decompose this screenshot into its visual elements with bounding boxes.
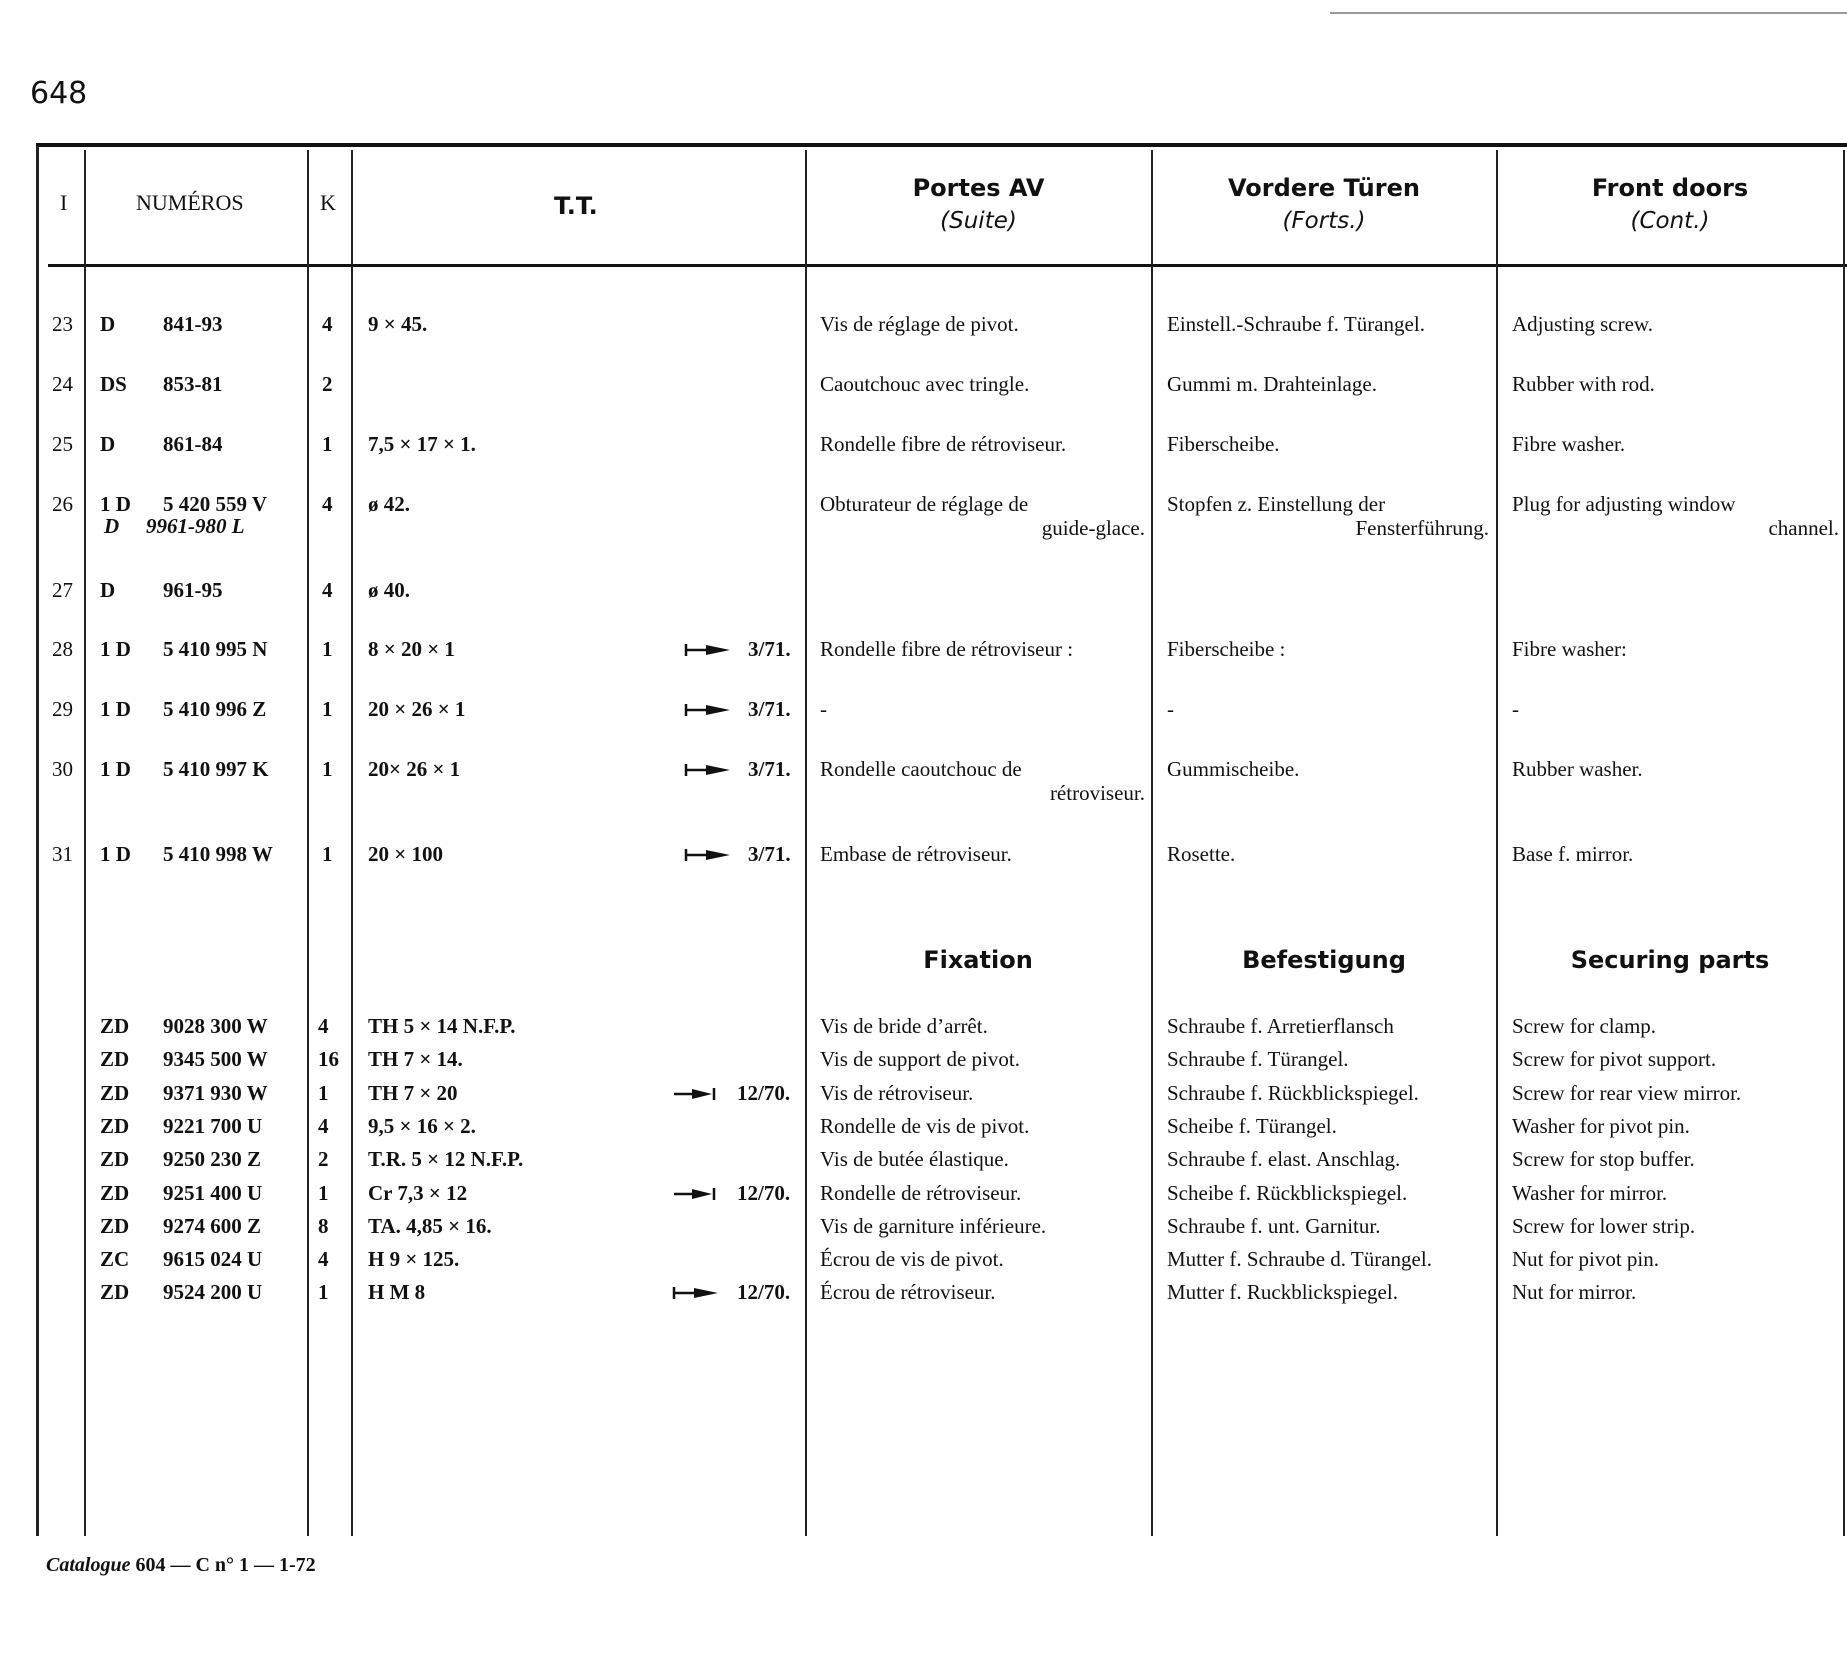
part-number: 961-95: [163, 578, 223, 602]
header-bottom-rule: [48, 264, 1847, 267]
desc-de: Scheibe f. Rückblickspiegel.: [1167, 1180, 1408, 1205]
date-change: 3/71.: [748, 757, 791, 781]
part-prefix: ZD: [100, 1213, 130, 1238]
tt-dimension: H 9 × 125.: [368, 1247, 460, 1272]
desc-en: Adjusting screw.: [1512, 312, 1653, 336]
part-prefix: ZD: [100, 1113, 130, 1138]
desc-de: -: [1167, 697, 1174, 721]
tt-dimension: 20 × 26 × 1: [368, 697, 466, 721]
desc-en: Rubber washer.: [1512, 757, 1643, 781]
quantity: 1: [322, 697, 333, 721]
desc-de: Mutter f. Ruckblickspiegel.: [1167, 1280, 1398, 1305]
tt-dimension: TH 5 × 14 N.F.P.: [368, 1014, 516, 1038]
desc-fr: Vis de butée élastique.: [820, 1147, 1009, 1172]
part-prefix: ZD: [100, 1147, 130, 1172]
page-number: 648: [30, 76, 88, 111]
header-fr-sub: (Suite): [940, 208, 1017, 234]
section-title-en: Securing parts: [1570, 946, 1770, 974]
desc-en: Fibre washer:: [1512, 637, 1627, 661]
section-title-de: Befestigung: [1242, 946, 1406, 974]
desc-fr: Embase de rétroviseur.: [820, 842, 1012, 866]
row-index: 31: [52, 842, 73, 866]
desc-en: Screw for rear view mirror.: [1512, 1080, 1742, 1105]
col-divider-numeros: [307, 150, 309, 1536]
quantity: 8: [318, 1213, 329, 1238]
tt-dimension: TH 7 × 14.: [368, 1047, 463, 1072]
part-prefix: ZD: [100, 1180, 130, 1205]
desc-de-cont: Fensterführung.: [1355, 516, 1489, 540]
until-date-arrow-icon: [672, 1087, 720, 1101]
desc-fr: Vis de garniture inférieure.: [820, 1213, 1047, 1238]
part-prefix: D: [100, 578, 116, 602]
row-index: 30: [52, 757, 73, 781]
desc-en: Base f. mirror.: [1512, 842, 1634, 866]
until-date-arrow-icon: [672, 1187, 720, 1201]
part-number: 9221 700 U: [163, 1113, 263, 1138]
quantity: 1: [318, 1280, 329, 1305]
tt-dimension: 7,5 × 17 × 1.: [368, 432, 476, 456]
header-en-title: Front doors: [1591, 174, 1749, 202]
from-date-arrow-icon: [684, 848, 732, 862]
tt-dimension: 9,5 × 16 × 2.: [368, 1113, 476, 1138]
footer-catalogue: Catalogue: [46, 1554, 131, 1576]
desc-en: -: [1512, 697, 1519, 721]
row-index: 28: [52, 637, 73, 661]
quantity: 4: [318, 1247, 329, 1272]
part-prefix: ZD: [100, 1280, 130, 1305]
part-prefix: 1 D: [100, 637, 131, 661]
date-change: 12/70.: [737, 1280, 791, 1305]
desc-en: Nut for mirror.: [1512, 1280, 1637, 1305]
part-prefix: DS: [100, 372, 127, 396]
part-prefix: ZD: [100, 1080, 130, 1105]
table-top-rule: [36, 143, 1847, 147]
date-change: 12/70.: [737, 1080, 791, 1105]
part-number: 5 410 995 N: [163, 637, 268, 661]
part-number-alt: 9961-980 L: [146, 514, 245, 538]
desc-de: Schraube f. Arretierflansch: [1167, 1014, 1394, 1038]
tt-dimension: 8 × 20 × 1: [368, 637, 455, 661]
quantity: 1: [318, 1180, 329, 1205]
tt-dimension: Cr 7,3 × 12: [368, 1180, 468, 1205]
desc-de: Schraube f. unt. Garnitur.: [1167, 1213, 1381, 1238]
tt-dimension: 9 × 45.: [368, 312, 428, 336]
part-number: 9345 500 W: [163, 1047, 268, 1072]
part-number: 5 410 996 Z: [163, 697, 267, 721]
part-number: 5 420 559 V: [163, 492, 268, 516]
tt-dimension: T.R. 5 × 12 N.F.P.: [368, 1147, 524, 1172]
desc-en: Screw for lower strip.: [1512, 1213, 1696, 1238]
part-prefix: ZC: [100, 1247, 130, 1272]
desc-de: Fiberscheibe.: [1167, 432, 1280, 456]
part-prefix-alt: D: [104, 514, 120, 538]
desc-fr-cont: rétroviseur.: [1049, 781, 1145, 805]
desc-de: Scheibe f. Türangel.: [1167, 1113, 1337, 1138]
desc-fr: Rondelle de vis de pivot.: [820, 1113, 1030, 1138]
from-date-arrow-icon: [684, 643, 732, 657]
tt-dimension: ø 42.: [368, 492, 410, 516]
desc-en: Nut for pivot pin.: [1512, 1247, 1659, 1272]
section-title-fr: Fixation: [923, 946, 1033, 974]
desc-en: Fibre washer.: [1512, 432, 1626, 456]
date-change: 3/71.: [748, 697, 791, 721]
desc-de: Gummischeibe.: [1167, 757, 1300, 781]
desc-fr: Rondelle de rétroviseur.: [820, 1180, 1022, 1205]
desc-fr-cont: guide-glace.: [1041, 516, 1145, 540]
desc-fr: Vis de rétroviseur.: [820, 1080, 974, 1105]
part-prefix: 1 D: [100, 757, 131, 781]
desc-fr: Vis de support de pivot.: [820, 1047, 1020, 1072]
part-number: 5 410 998 W: [163, 842, 273, 866]
date-change: 12/70.: [737, 1180, 791, 1205]
tt-dimension: TA. 4,85 × 16.: [368, 1213, 492, 1238]
col-divider-right: [1843, 150, 1845, 1536]
header-fr-title: Portes AV: [912, 174, 1045, 202]
desc-fr: Obturateur de réglage de: [820, 492, 1029, 516]
quantity: 2: [322, 372, 333, 396]
top-rule: [1330, 12, 1847, 14]
desc-fr: Rondelle fibre de rétroviseur.: [820, 432, 1067, 456]
desc-fr: Rondelle caoutchouc de: [820, 757, 1022, 781]
desc-de: Schraube f. Rückblickspiegel.: [1167, 1080, 1419, 1105]
quantity: 4: [322, 312, 333, 336]
part-prefix: 1 D: [100, 842, 131, 866]
desc-fr: -: [820, 697, 827, 721]
part-number: 5 410 997 K: [163, 757, 269, 781]
header-en-sub: (Cont.): [1630, 208, 1710, 234]
desc-de: Stopfen z. Einstellung der: [1167, 492, 1386, 516]
desc-de: Schraube f. elast. Anschlag.: [1167, 1147, 1401, 1172]
from-date-arrow-icon: [672, 1286, 720, 1300]
desc-en: Screw for pivot support.: [1512, 1047, 1717, 1072]
tt-dimension: 20× 26 × 1: [368, 757, 461, 781]
part-number: 9028 300 W: [163, 1014, 268, 1038]
desc-fr: Caoutchouc avec tringle.: [820, 372, 1030, 396]
header-col-i: I: [60, 190, 68, 215]
part-prefix: D: [100, 432, 116, 456]
header-col-tt: T.T.: [554, 192, 598, 220]
quantity: 1: [318, 1080, 329, 1105]
part-prefix: ZD: [100, 1014, 130, 1038]
part-number: 861-84: [163, 432, 223, 456]
row-index: 26: [52, 492, 73, 516]
desc-de: Schraube f. Türangel.: [1167, 1047, 1349, 1072]
part-number: 9524 200 U: [163, 1280, 263, 1305]
part-number: 853-81: [163, 372, 223, 396]
col-divider-de: [1496, 150, 1498, 1536]
desc-fr: Écrou de vis de pivot.: [820, 1247, 1004, 1272]
desc-fr: Vis de bride d’arrêt.: [820, 1014, 988, 1038]
footer: [46, 1554, 316, 1577]
part-number: 841-93: [163, 312, 223, 336]
part-number: 9615 024 U: [163, 1247, 263, 1272]
quantity: 1: [322, 432, 333, 456]
desc-de: Rosette.: [1167, 842, 1236, 866]
desc-en-cont: channel.: [1768, 516, 1839, 540]
desc-en: Rubber with rod.: [1512, 372, 1655, 396]
desc-de: Einstell.-Schraube f. Türangel.: [1167, 312, 1425, 336]
desc-de: Mutter f. Schraube d. Türangel.: [1167, 1247, 1432, 1272]
date-change: 3/71.: [748, 842, 791, 866]
col-divider-k: [351, 150, 353, 1536]
quantity: 2: [318, 1147, 329, 1172]
part-number: 9274 600 Z: [163, 1213, 262, 1238]
row-index: 29: [52, 697, 73, 721]
part-prefix: 1 D: [100, 492, 131, 516]
desc-en: Plug for adjusting window: [1512, 492, 1736, 516]
header-de-sub: (Forts.): [1282, 208, 1366, 234]
row-index: 23: [52, 312, 73, 336]
quantity: 1: [322, 842, 333, 866]
part-number: 9251 400 U: [163, 1180, 263, 1205]
quantity: 4: [322, 578, 333, 602]
desc-en: Washer for pivot pin.: [1512, 1113, 1690, 1138]
from-date-arrow-icon: [684, 763, 732, 777]
col-divider-tt: [805, 150, 807, 1536]
quantity: 4: [318, 1113, 329, 1138]
part-number: 9250 230 Z: [163, 1147, 262, 1172]
tt-dimension: TH 7 × 20: [368, 1080, 458, 1105]
row-index: 24: [52, 372, 73, 396]
part-number: 9371 930 W: [163, 1080, 268, 1105]
part-prefix: D: [100, 312, 116, 336]
tt-dimension: H M 8: [368, 1280, 426, 1305]
quantity: 4: [318, 1014, 329, 1038]
part-prefix: 1 D: [100, 697, 131, 721]
tt-dimension: 20 × 100: [368, 842, 443, 866]
tt-dimension: ø 40.: [368, 578, 410, 602]
col-divider-i: [84, 150, 86, 1536]
desc-fr: Écrou de rétroviseur.: [820, 1280, 996, 1305]
quantity: 4: [322, 492, 333, 516]
quantity: 1: [322, 757, 333, 781]
quantity: 16: [318, 1047, 339, 1072]
row-index: 25: [52, 432, 73, 456]
part-prefix: ZD: [100, 1047, 130, 1072]
header-col-k: K: [320, 190, 336, 215]
desc-de: Fiberscheibe :: [1167, 637, 1286, 661]
desc-fr: Vis de réglage de pivot.: [820, 312, 1019, 336]
row-index: 27: [52, 578, 73, 602]
col-divider-fr: [1151, 150, 1153, 1536]
footer-rest: 604 — C n° 1 — 1-72: [135, 1554, 316, 1576]
desc-en: Screw for stop buffer.: [1512, 1147, 1695, 1172]
desc-en: Washer for mirror.: [1512, 1180, 1668, 1205]
col-divider-left: [36, 146, 39, 1536]
quantity: 1: [322, 637, 333, 661]
date-change: 3/71.: [748, 637, 791, 661]
desc-de: Gummi m. Drahteinlage.: [1167, 372, 1377, 396]
header-de-title: Vordere Türen: [1228, 174, 1420, 202]
desc-fr: Rondelle fibre de rétroviseur :: [820, 637, 1074, 661]
from-date-arrow-icon: [684, 703, 732, 717]
header-col-numeros: NUMÉROS: [136, 190, 244, 215]
desc-en: Screw for clamp.: [1512, 1014, 1657, 1038]
